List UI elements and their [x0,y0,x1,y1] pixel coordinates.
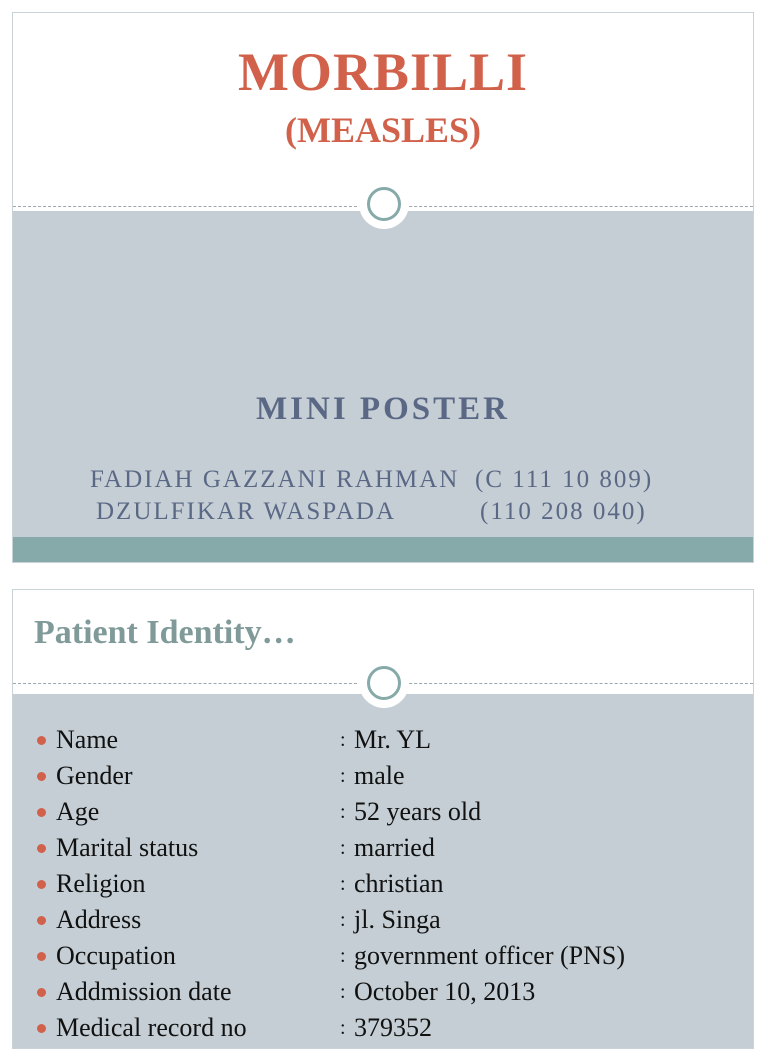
bullet-icon [37,880,46,889]
field-label: Age [56,797,100,826]
author-id: (110 208 040) [480,498,647,525]
bullet-icon [37,844,46,853]
field-separator: : [340,801,346,823]
list-item [13,1010,753,1046]
field-separator: : [340,1017,346,1039]
field-value: October 10, 2013 [354,977,536,1006]
field-value: male [354,761,405,790]
field-label: Occupation [56,941,176,970]
list-item [13,722,753,758]
field-separator: : [340,873,346,895]
list-item [13,938,753,974]
field-label: Medical record no [56,1013,247,1042]
bullet-icon [37,1024,46,1033]
field-value: married [354,833,435,862]
bullet-icon [37,952,46,961]
field-separator: : [340,945,346,967]
field-separator: : [340,837,346,859]
field-separator: : [340,909,346,931]
field-label: Marital status [56,833,199,862]
patient-info-list [13,722,753,1046]
field-value: jl. Singa [354,905,441,934]
field-separator: : [340,729,346,751]
bullet-icon [37,988,46,997]
bullet-icon [37,772,46,781]
list-item [13,794,753,830]
field-label: Address [56,905,142,934]
list-item [13,902,753,938]
field-label: Addmission date [56,977,232,1006]
bullet-icon [37,916,46,925]
list-item [13,830,753,866]
field-value: 52 years old [354,797,482,826]
field-label: Religion [56,869,146,898]
field-separator: : [340,765,346,787]
field-value: 379352 [354,1013,432,1042]
field-value: christian [354,869,444,898]
slide-subtitle: (MEASLES) [284,110,482,150]
list-item [13,758,753,794]
field-label: Gender [56,761,133,790]
patient-identity-slide [12,589,754,1049]
bullet-icon [37,736,46,745]
field-separator: : [340,981,346,1003]
poster-label: MINI POSTER [256,391,510,427]
ring-ornament-icon [359,658,409,708]
ring-ornament-icon [359,179,409,229]
field-label: Name [56,725,119,754]
author-id: (C 111 10 809) [475,466,654,493]
footer-bar [13,537,753,563]
field-value: government officer (PNS) [354,941,626,970]
section-title: Patient Identity… [34,614,296,651]
field-value: Mr. YL [354,725,432,754]
slide-title: MORBILLI [237,42,529,102]
bullet-icon [37,808,46,817]
list-item [13,866,753,902]
author-name: DZULFIKAR WASPADA [96,498,397,525]
title-area [13,13,753,207]
title-slide [12,12,754,563]
author-name: FADIAH GAZZANI RAHMAN [90,466,460,493]
list-item [13,974,753,1010]
